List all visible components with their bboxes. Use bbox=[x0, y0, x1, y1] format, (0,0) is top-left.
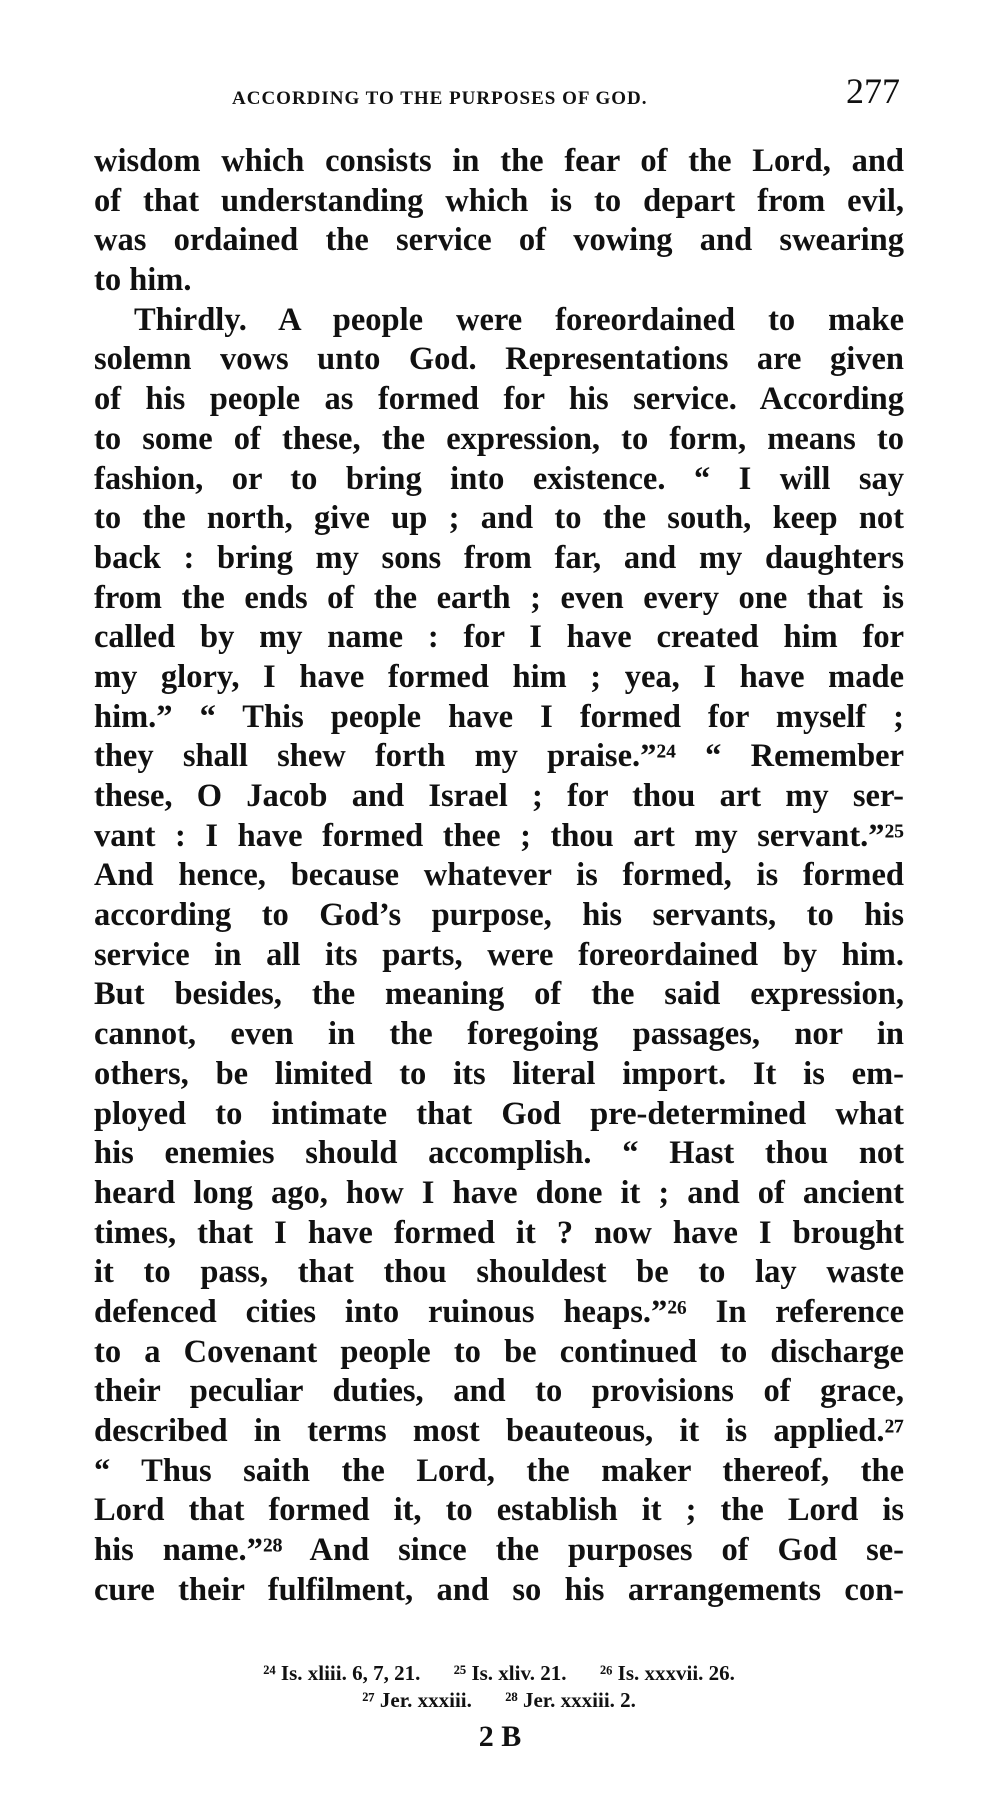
text-line: “ Thus saith the Lord, the maker thereof, the bbox=[94, 1452, 904, 1489]
text-line: defenced cities into ruinous heaps.”²⁶ In reference bbox=[94, 1293, 904, 1330]
text-line: But besides, the meaning of the said expression, bbox=[94, 976, 904, 1013]
page-number: 277 bbox=[846, 71, 900, 111]
text-line: my glory, I have formed him ; yea, I have made bbox=[94, 658, 904, 695]
signature-mark: 2 B bbox=[478, 1720, 522, 1753]
footnotes bbox=[94, 1660, 904, 1714]
text-line: Lord that formed it, to establish it ; the Lord is bbox=[94, 1492, 904, 1529]
body-text bbox=[94, 142, 904, 1610]
footnote-line bbox=[94, 1687, 904, 1714]
text-line: called by my name : for I have created him for bbox=[94, 619, 904, 656]
text-line: him.” “ This people have I formed for myself ; bbox=[94, 698, 904, 735]
text-line: times, that I have formed it ? now have I brought bbox=[94, 1214, 904, 1251]
text-line: to him. bbox=[94, 262, 192, 299]
text-line: his enemies should accomplish. “ Hast thou not bbox=[94, 1135, 904, 1172]
footnote-27: ²⁷ Jer. xxxiii. bbox=[362, 1688, 472, 1712]
text-line: back : bring my sons from far, and my daughters bbox=[94, 539, 904, 576]
footnote-28: ²⁸ Jer. xxxiii. 2. bbox=[505, 1688, 636, 1712]
text-line: to the north, give up ; and to the south, keep not bbox=[94, 500, 904, 537]
text-line: of his people as formed for his service. According bbox=[94, 381, 904, 418]
text-line: cannot, even in the foregoing passages, nor in bbox=[94, 1016, 904, 1053]
text-line: solemn vows unto God. Representations are given bbox=[94, 341, 904, 378]
text-line: they shall shew forth my praise.”²⁴ “ Remember bbox=[94, 738, 904, 775]
footnote-25: ²⁵ Is. xliv. 21. bbox=[453, 1661, 567, 1685]
text-line: And hence, because whatever is formed, is formed bbox=[94, 857, 904, 894]
text-line: his name.”²⁸ And since the purposes of God se- bbox=[94, 1532, 904, 1569]
footnote-line bbox=[94, 1660, 904, 1687]
footnote-24: ²⁴ Is. xliii. 6, 7, 21. bbox=[263, 1661, 421, 1685]
text-line: cure their fulfilment, and so his arrangements con- bbox=[94, 1571, 904, 1608]
text-line: it to pass, that thou shouldest be to lay waste bbox=[94, 1254, 904, 1291]
text-line: Thirdly. A people were foreordained to make bbox=[134, 301, 904, 338]
text-line: fashion, or to bring into existence. “ I will say bbox=[94, 460, 904, 497]
text-line: wisdom which consists in the fear of the Lord, and bbox=[94, 143, 904, 179]
text-line: service in all its parts, were foreordained by him. bbox=[94, 936, 904, 973]
running-head bbox=[92, 70, 900, 118]
text-line: their peculiar duties, and to provisions of grace, bbox=[94, 1373, 904, 1410]
running-title: ACCORDING TO THE PURPOSES OF GOD. bbox=[232, 88, 648, 109]
text-line: heard long ago, how I have done it ; and of ancient bbox=[94, 1174, 904, 1211]
text-line: according to God’s purpose, his servants, to his bbox=[94, 897, 904, 934]
text-line: described in terms most beauteous, it is applied.²⁷ bbox=[94, 1413, 904, 1449]
text-line: of that understanding which is to depart from evil, bbox=[94, 182, 904, 219]
text-line: others, be limited to its literal import. It is em- bbox=[94, 1055, 904, 1092]
text-line: to a Covenant people to be continued to discharge bbox=[94, 1333, 904, 1370]
footnote-26: ²⁶ Is. xxxvii. 26. bbox=[599, 1661, 735, 1685]
text-line: from the ends of the earth ; even every one that is bbox=[94, 579, 904, 616]
text-line: was ordained the service of vowing and swearing bbox=[94, 222, 904, 259]
text-line: vant : I have formed thee ; thou art my servant.”²⁵ bbox=[94, 817, 904, 854]
text-line: these, O Jacob and Israel ; for thou art my ser- bbox=[94, 778, 904, 814]
text-line: to some of these, the expression, to form, means to bbox=[94, 420, 904, 457]
text-line: ployed to intimate that God pre-determined what bbox=[94, 1095, 904, 1132]
